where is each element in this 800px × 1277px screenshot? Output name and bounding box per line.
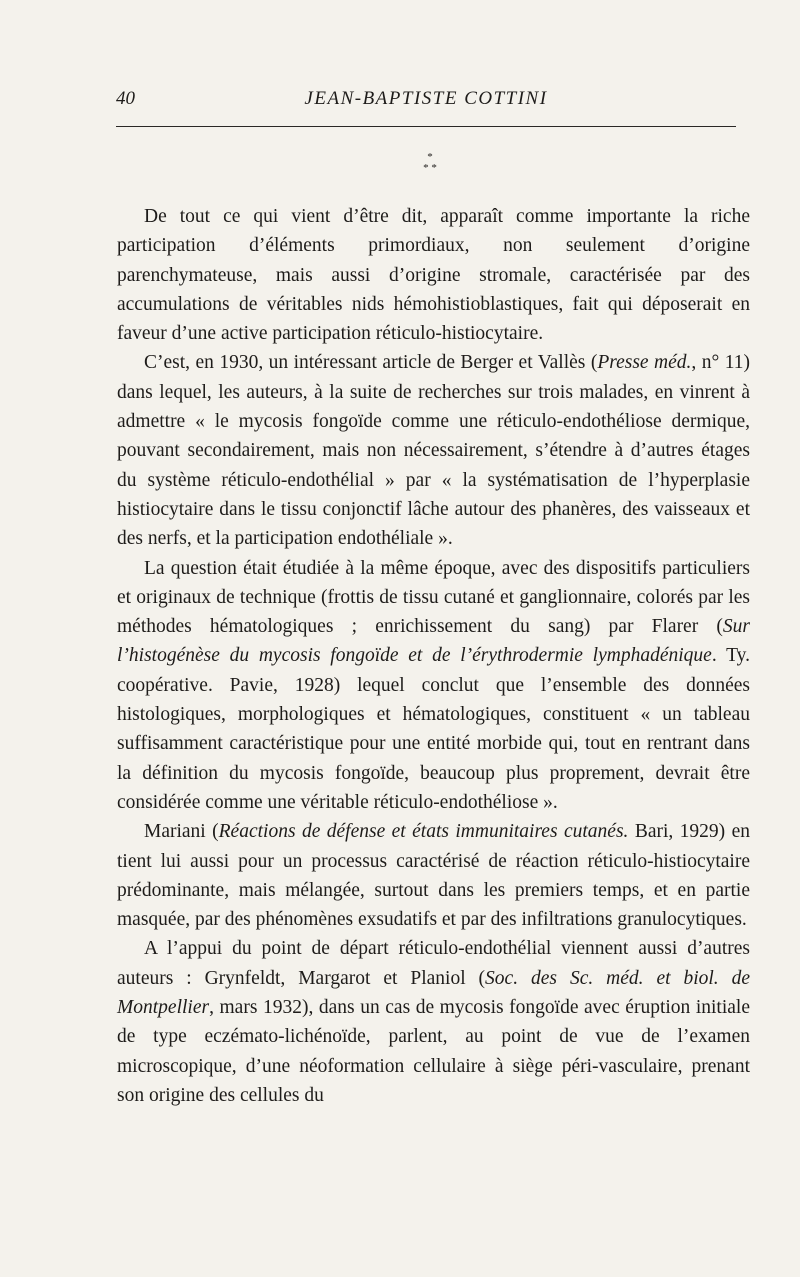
text-segment: , n° 11) dans lequel, les auteurs, à la suite de recherches sur trois malades, en vinrent à admettre « le mycosis fongoïde comme une réticulo-endothéliose dermique, pouvant secondairement, mais non nécessairement, s’étendre à d’autres étages du système réticulo-endothélial » par « la systématisation de l’hyperplasie histiocytaire dans le tissu conjonctif lâche autour des phanères, des vaisseaux et des nerfs, et la participation endothéliale ». xyxy=(117,352,750,550)
text-segment: La question était étudiée à la même époque, avec des dispositifs particuliers et originaux de technique (frottis de tissu cutané et ganglionnaire, colorés par les méthodes hématologiques ; enrichissement du sang) par Flarer ( xyxy=(117,557,750,638)
text-segment: . Ty. coopérative. Pavie, 1928) lequel conclut que l’ensemble des données histologiques, morphologiques et hématologiques, constituent « un tableau suffisamment caractéristique pour une entité morbide qui, tout en rentrant dans la définition du mycosis fongoïde, beaucoup plus proprement, devrait être considérée comme une véritable réticulo-endothéliose ». xyxy=(117,645,750,813)
page-number: 40 xyxy=(116,88,135,109)
running-head: JEAN-BAPTISTE COTTINI xyxy=(304,88,548,109)
text-segment: C’est, en 1930, un intéressant article de Berger et Vallès ( xyxy=(144,352,598,374)
asterism xyxy=(380,152,480,174)
citation-italic: Presse méd. xyxy=(597,352,692,374)
paragraph xyxy=(117,348,750,553)
body-text xyxy=(117,202,750,1110)
text-segment: A l’appui du point de départ réticulo-endothélial viennent aussi d’autres auteurs : Grynfeldt, Margarot et Planiol ( xyxy=(117,938,750,989)
citation-italic: Sur l’histogénèse du mycosis fongoïde et de l’érythrodermie lymphadénique xyxy=(117,616,750,667)
paragraph xyxy=(117,817,750,934)
citation-italic: Soc. des Sc. méd. et biol. de Montpellier xyxy=(117,967,751,1019)
paragraph xyxy=(117,934,750,1110)
text-segment: De tout ce qui vient d’être dit, apparaît comme importante la riche participation d’éléments primordiaux, non seulement d’origine parenchymateuse, mais aussi d’origine stromale, caractérisée par des accumulations de véritables nids hémohistioblastiques, fait qui déposerait en faveur d’une active participation réticulo-histiocytaire. xyxy=(117,206,750,345)
page-header xyxy=(116,88,736,118)
text-segment: Mariani ( xyxy=(144,821,219,843)
asterism-top: * xyxy=(427,151,433,163)
text-segment: Bari, 1929) en tient lui aussi pour un processus caractérisé de réaction réticulo-histiocytaire prédominante, mais mélangée, surtout dans les premiers temps, et en partie masquée, par des phénomènes exsudatifs et par des infiltrations granulocytiques. xyxy=(117,821,750,931)
citation-italic: Réactions de défense et états immunitaires cutanés. xyxy=(218,821,629,843)
text-segment: , mars 1932), dans un cas de mycosis fongoïde avec éruption initiale de type eczémato-lichénoïde, parlent, au point de vue de l’examen microscopique, d’une néoformation cellulaire à siège péri-vasculaire, prenant son origine des cellules du xyxy=(117,997,750,1106)
paragraph xyxy=(117,554,750,818)
header-rule xyxy=(116,126,736,127)
paragraph xyxy=(117,202,750,348)
asterism-bottom: * * xyxy=(423,162,437,174)
